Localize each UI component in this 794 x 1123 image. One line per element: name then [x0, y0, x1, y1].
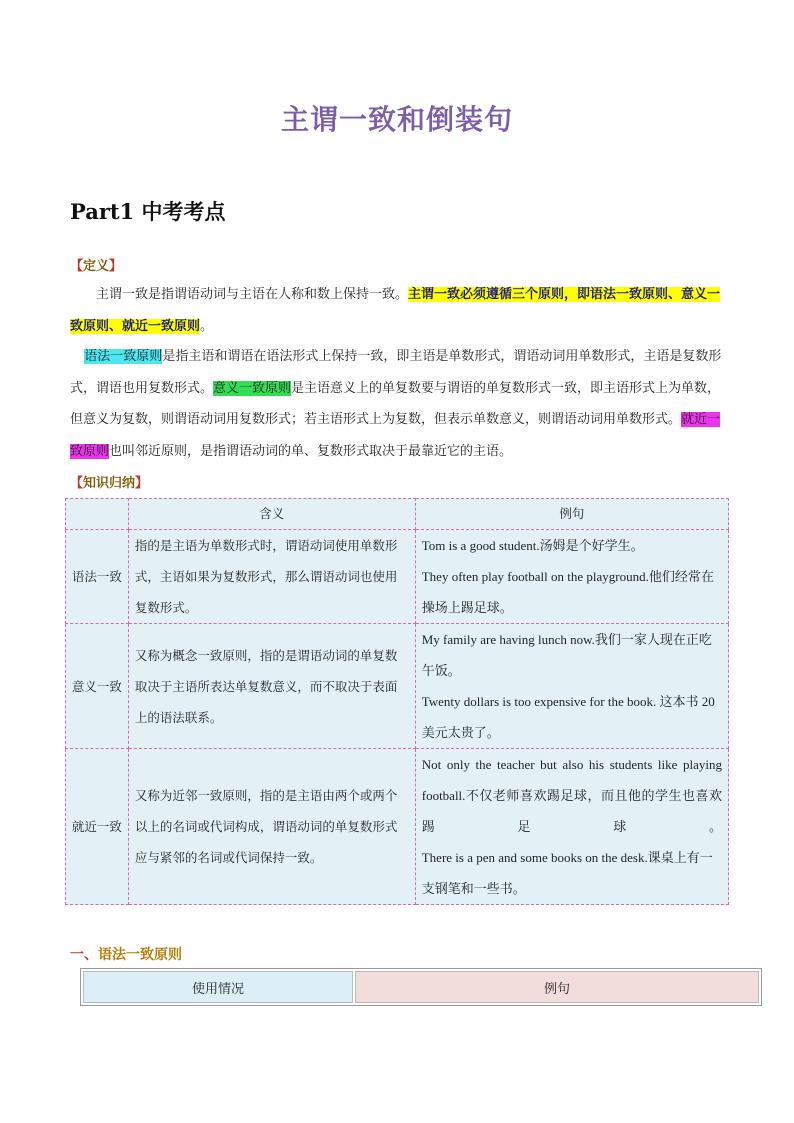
example-header-cell: 例句 [355, 971, 759, 1003]
example-sentence: Not only the teacher but also his students like playing football.不仅老师喜欢踢足球，而且他的学生也喜欢踢足球。 [421, 757, 722, 834]
example-sentence: They often play football on the playground.他们经常在操场上踢足球。 [421, 569, 714, 615]
definition-p1-highlight: 主谓一致必须遵循三个原则，即语法一致原则、意义一致原则、就近一致原则 [70, 287, 721, 334]
example-sentence: My family are having lunch now.我们一家人现在正吃午饭。 [421, 632, 712, 678]
meaning-rule-highlight: 意义一致原则 [213, 380, 292, 396]
header-example: 例句 [415, 499, 728, 530]
row-examples [415, 624, 728, 749]
row-label: 就近一致 [66, 749, 129, 905]
table-row [66, 749, 729, 905]
knowledge-tag-text: 知识归纳 [83, 476, 136, 491]
row-meaning: 又称为概念一致原则，指的是谓语动词的单复数取决于主语所表达单复数意义，而不取决于表面上的语法联系。 [128, 624, 415, 749]
table-row [66, 624, 729, 749]
usage-header-cell: 使用情况 [83, 971, 353, 1003]
knowledge-table-header [66, 499, 729, 530]
header-blank [66, 499, 129, 530]
part-heading: Part1 中考考点 [70, 199, 226, 224]
example-sentence: There is a pen and some books on the desk.课桌上有一支钢笔和一些书。 [421, 850, 713, 896]
section-number: 一、 [70, 947, 98, 963]
row-examples [415, 530, 728, 624]
row-meaning: 指的是主语为单数形式时，谓语动词使用单数形式，主语如果为复数形式，那么谓语动词也使用复数形式。 [128, 530, 415, 624]
definition-tag-text: 定义 [83, 259, 110, 274]
knowledge-table [65, 498, 729, 905]
grammar-rule-highlight: 语法一致原则 [84, 349, 163, 364]
page-title: 主谓一致和倒装句 [280, 103, 513, 136]
definition-paragraph-2 [70, 341, 726, 467]
proximity-rule-text: 也叫邻近原则，是指谓语动词的单、复数形式取决于最靠近它的主语。 [109, 443, 513, 459]
definition-p1-end: 。 [200, 318, 214, 334]
row-label: 意义一致 [66, 624, 129, 749]
row-examples [415, 749, 728, 905]
proximity-rule-highlight: 就近一致原则 [70, 412, 721, 459]
table-row [66, 530, 729, 624]
definition-p1-text: 主谓一致是指谓语动词与主语在人称和数上保持一致。 [96, 287, 409, 302]
header-meaning: 含义 [128, 499, 415, 530]
row-meaning: 又称为近邻一致原则，指的是主语由两个或两个以上的名词或代词构成，谓语动词的单复数形式应与紧邻的名词或代词保持一致。 [128, 749, 415, 905]
section-heading [70, 944, 182, 964]
definition-paragraph-1 [70, 279, 726, 342]
example-sentence: Tom is a good student.汤姆是个好学生。 [421, 538, 644, 553]
usage-table-header [80, 968, 762, 1006]
row-label: 语法一致 [66, 530, 129, 624]
knowledge-tag: 【知识归纳】 [70, 476, 149, 491]
section-title: 语法一致原则 [98, 947, 182, 963]
grammar-rule-text: 是指主语和谓语在语法形式上保持一致，即主语是单数形式，谓语动词用单数形式，主语是复数形式，谓语也用复数形式。 [70, 349, 722, 396]
example-sentence: Twenty dollars is too expensive for the book. 这本书 20 美元太贵了。 [421, 694, 715, 740]
meaning-rule-text: 是主语意义上的单复数要与谓语的单复数形式一致，即主语形式上为单数，但意义为复数，则谓语动词用复数形式；若主语形式上为复数，但表示单数意义，则谓语动词用单数形式。 [70, 380, 721, 427]
definition-tag: 【定义】 [70, 259, 123, 274]
